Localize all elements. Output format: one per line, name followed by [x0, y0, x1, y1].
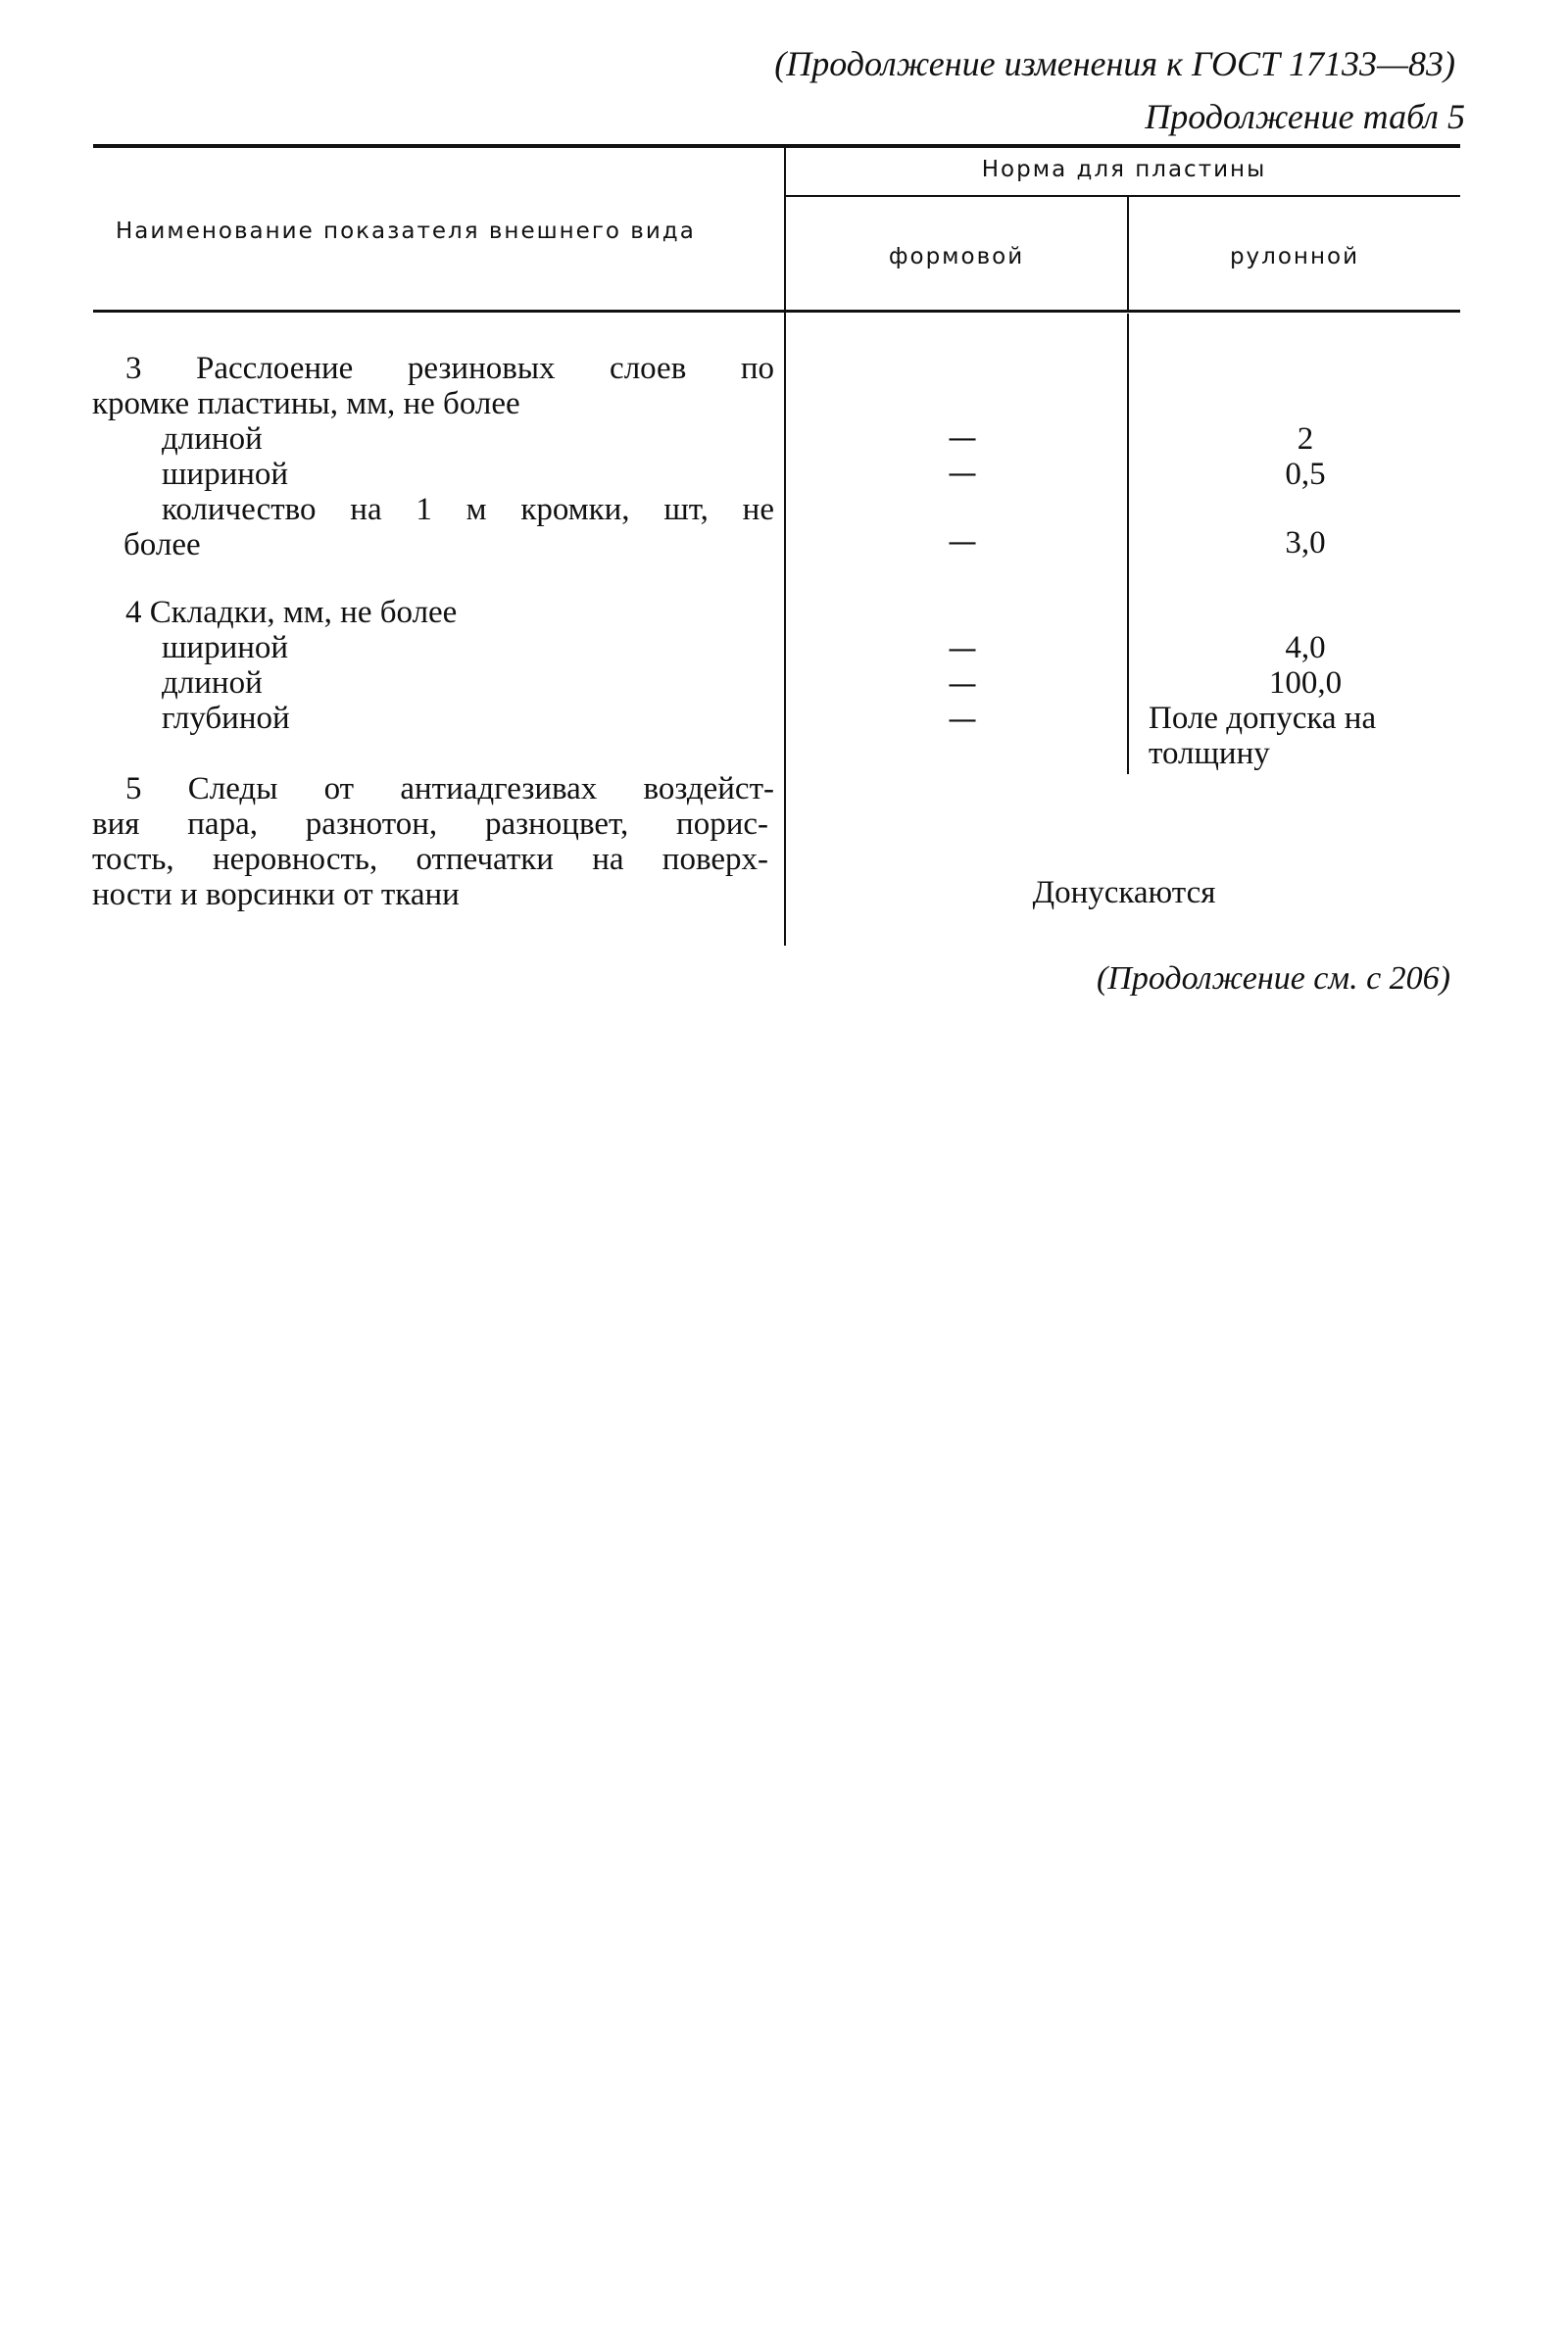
column-header-norm-group: Норма для пластины — [981, 157, 1267, 182]
row-3-title: 3 Расслоение резиновых слоев по — [125, 351, 774, 386]
row-4-depth-rolled: Поле допуска на — [1149, 701, 1377, 736]
column-divider-molded-body — [1127, 314, 1129, 774]
row-5-text-line-2: вия пара, разнотон, разноцвет, порис- — [92, 806, 768, 842]
continuation-footer: (Продолжение см. с 206) — [1096, 960, 1450, 997]
row-4-length-label: длиной — [162, 665, 263, 701]
row-4-width-molded: — — [948, 632, 977, 666]
row-3-length-label: длиной — [162, 421, 263, 457]
row-3-width-rolled: 0,5 — [1285, 457, 1326, 492]
row-4-length-molded: — — [948, 667, 977, 702]
row-3-count-label-cont: более — [123, 527, 201, 562]
row-4-depth-molded: — — [948, 703, 977, 737]
column-header-molded: формовой — [888, 244, 1025, 269]
row-3-count-rolled: 3,0 — [1285, 525, 1326, 561]
row-3-title-cont: кромке пластины, мм, не более — [92, 386, 520, 421]
row-5-text-line-4: ности и ворсинки от ткани — [92, 877, 460, 912]
column-header-indicator: Наименование показателя внешнего вида — [116, 219, 696, 244]
row-4-depth-label: глубиной — [162, 701, 290, 736]
row-5-text-line-3: тость, неровность, отпечатки на поверх- — [92, 842, 768, 877]
row-3-length-rolled: 2 — [1297, 421, 1314, 457]
table-top-rule — [93, 144, 1460, 148]
row-3-length-molded: — — [948, 421, 977, 456]
table-header-bottom-rule — [93, 310, 1460, 313]
row-3-width-molded: — — [948, 457, 977, 491]
row-4-depth-rolled-cont: толщину — [1149, 736, 1270, 771]
continuation-header: (Продолжение изменения к ГОСТ 17133—83) — [774, 44, 1455, 83]
row-4-title: 4 Складки, мм, не более — [125, 595, 458, 630]
row-4-width-rolled: 4,0 — [1285, 630, 1326, 665]
norm-group-rule — [784, 195, 1460, 197]
row-5-text-line-1: 5 Следы от антиадгезивах воздейст- — [125, 771, 774, 806]
row-3-count-label: количество на 1 м кромки, шт, не — [162, 492, 774, 527]
row-5-value: Донускаются — [1032, 875, 1216, 910]
row-4-length-rolled: 100,0 — [1268, 665, 1343, 701]
row-3-width-label: шириной — [162, 457, 289, 492]
table-continuation-label: Продолжение табл 5 — [1145, 97, 1465, 136]
row-4-width-label: шириной — [162, 630, 289, 665]
row-3-count-molded: — — [948, 525, 977, 560]
column-header-rolled: рулонной — [1229, 244, 1360, 269]
